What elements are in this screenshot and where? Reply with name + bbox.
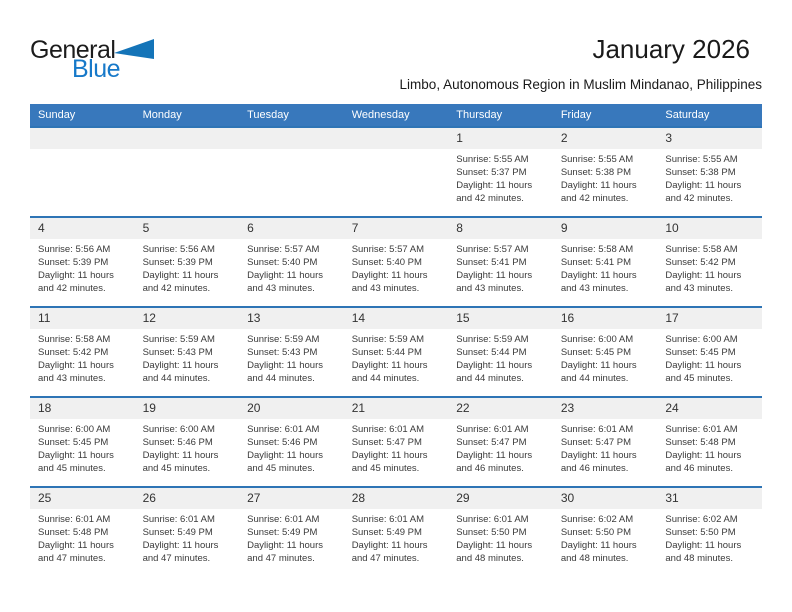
day-detail-line: Sunrise: 6:02 AM bbox=[665, 514, 738, 525]
day-details bbox=[30, 419, 135, 475]
day-details bbox=[657, 509, 762, 565]
day-cell-29 bbox=[448, 487, 553, 576]
day-details bbox=[30, 509, 135, 565]
day-detail-line: and 46 minutes. bbox=[456, 463, 524, 474]
day-detail-line: Daylight: 11 hours bbox=[665, 360, 742, 371]
day-number: 9 bbox=[553, 218, 658, 239]
day-details bbox=[30, 329, 135, 385]
page-subtitle: Limbo, Autonomous Region in Muslim Mindanao, Philippines bbox=[399, 77, 762, 92]
day-detail-line: Sunrise: 6:01 AM bbox=[351, 514, 425, 525]
empty-day-cell bbox=[135, 127, 240, 217]
day-detail-line: and 43 minutes. bbox=[560, 283, 629, 294]
day-detail-line: Sunset: 5:49 PM bbox=[351, 527, 422, 538]
day-number: 17 bbox=[657, 308, 762, 329]
weekday-header-wednesday: Wednesday bbox=[344, 104, 449, 127]
day-detail-line: Sunrise: 5:58 AM bbox=[560, 244, 634, 255]
day-detail-line: Daylight: 11 hours bbox=[351, 540, 428, 551]
day-number: 29 bbox=[448, 488, 553, 509]
day-detail-line: Sunset: 5:46 PM bbox=[142, 437, 213, 448]
day-detail-line: Daylight: 11 hours bbox=[38, 540, 114, 551]
day-detail-line: Daylight: 11 hours bbox=[665, 270, 742, 281]
day-detail-line: and 43 minutes. bbox=[665, 283, 733, 294]
day-cell-16 bbox=[553, 307, 658, 397]
day-detail-line: Daylight: 11 hours bbox=[560, 180, 637, 191]
day-details bbox=[344, 239, 449, 295]
logo-text-general: General bbox=[30, 36, 116, 64]
day-detail-line: and 45 minutes. bbox=[247, 463, 315, 474]
day-details bbox=[448, 149, 553, 205]
day-detail-line: and 43 minutes. bbox=[247, 283, 315, 294]
day-detail-line: and 44 minutes. bbox=[351, 373, 420, 384]
day-cell-22 bbox=[448, 397, 553, 487]
day-detail-line: Sunrise: 5:57 AM bbox=[247, 244, 320, 255]
day-detail-line: Sunrise: 5:57 AM bbox=[351, 244, 425, 255]
day-detail-line: and 47 minutes. bbox=[351, 553, 420, 564]
day-cell-11 bbox=[30, 307, 135, 397]
day-detail-line: and 42 minutes. bbox=[38, 283, 106, 294]
day-details bbox=[344, 509, 449, 565]
day-details bbox=[657, 329, 762, 385]
day-detail-line: Sunset: 5:40 PM bbox=[247, 257, 318, 268]
day-detail-line: and 48 minutes. bbox=[665, 553, 733, 564]
day-detail-line: and 42 minutes. bbox=[142, 283, 211, 294]
day-detail-line: Sunset: 5:48 PM bbox=[38, 527, 109, 538]
day-cell-25 bbox=[30, 487, 135, 576]
day-detail-line: and 47 minutes. bbox=[247, 553, 315, 564]
calendar-table bbox=[30, 104, 762, 576]
day-number: 7 bbox=[344, 218, 449, 239]
day-detail-line: Sunrise: 5:58 AM bbox=[38, 334, 111, 345]
day-detail-line: Sunrise: 5:59 AM bbox=[247, 334, 320, 345]
day-number: 1 bbox=[448, 128, 553, 149]
day-number bbox=[344, 128, 449, 149]
day-details bbox=[239, 419, 344, 475]
day-cell-21 bbox=[344, 397, 449, 487]
day-cell-8 bbox=[448, 217, 553, 307]
day-detail-line: Daylight: 11 hours bbox=[247, 270, 323, 281]
day-detail-line: Sunset: 5:44 PM bbox=[456, 347, 527, 358]
day-number: 22 bbox=[448, 398, 553, 419]
day-cell-3 bbox=[657, 127, 762, 217]
day-detail-line: Daylight: 11 hours bbox=[456, 270, 533, 281]
day-detail-line: Sunrise: 6:00 AM bbox=[560, 334, 634, 345]
day-detail-line: and 45 minutes. bbox=[351, 463, 420, 474]
day-number: 5 bbox=[135, 218, 240, 239]
day-detail-line: Sunrise: 6:01 AM bbox=[351, 424, 425, 435]
day-detail-line: Sunrise: 5:56 AM bbox=[142, 244, 215, 255]
day-details bbox=[553, 419, 658, 475]
weekday-header-monday: Monday bbox=[135, 104, 240, 127]
day-detail-line: Sunrise: 5:55 AM bbox=[456, 154, 529, 165]
day-detail-line: Daylight: 11 hours bbox=[560, 270, 637, 281]
day-number: 31 bbox=[657, 488, 762, 509]
day-detail-line: and 46 minutes. bbox=[665, 463, 733, 474]
day-detail-line: Daylight: 11 hours bbox=[38, 270, 114, 281]
day-detail-line: and 44 minutes. bbox=[456, 373, 524, 384]
day-number: 3 bbox=[657, 128, 762, 149]
day-detail-line: Sunset: 5:50 PM bbox=[665, 527, 736, 538]
day-cell-18 bbox=[30, 397, 135, 487]
week-row bbox=[30, 487, 762, 576]
day-detail-line: Sunset: 5:49 PM bbox=[247, 527, 318, 538]
day-detail-line: Sunrise: 5:58 AM bbox=[665, 244, 738, 255]
day-details bbox=[448, 419, 553, 475]
day-cell-15 bbox=[448, 307, 553, 397]
day-cell-30 bbox=[553, 487, 658, 576]
day-details bbox=[239, 509, 344, 565]
day-number: 30 bbox=[553, 488, 658, 509]
day-detail-line: Sunset: 5:46 PM bbox=[247, 437, 318, 448]
weekday-header-thursday: Thursday bbox=[448, 104, 553, 127]
empty-day-cell bbox=[344, 127, 449, 217]
weekday-header-friday: Friday bbox=[553, 104, 658, 127]
day-detail-line: Sunset: 5:38 PM bbox=[560, 167, 632, 178]
day-details bbox=[30, 239, 135, 295]
day-number: 13 bbox=[239, 308, 344, 329]
day-cell-23 bbox=[553, 397, 658, 487]
day-number: 6 bbox=[239, 218, 344, 239]
day-details bbox=[135, 239, 240, 295]
day-details bbox=[553, 329, 658, 385]
day-cell-5 bbox=[135, 217, 240, 307]
day-details bbox=[553, 149, 658, 205]
day-detail-line: Sunrise: 6:01 AM bbox=[247, 514, 320, 525]
day-number: 28 bbox=[344, 488, 449, 509]
day-details bbox=[657, 239, 762, 295]
day-number: 12 bbox=[135, 308, 240, 329]
day-cell-24 bbox=[657, 397, 762, 487]
day-detail-line: Sunset: 5:43 PM bbox=[247, 347, 318, 358]
day-number: 27 bbox=[239, 488, 344, 509]
day-number: 4 bbox=[30, 218, 135, 239]
day-number bbox=[135, 128, 240, 149]
weekday-header-tuesday: Tuesday bbox=[239, 104, 344, 127]
day-number: 2 bbox=[553, 128, 658, 149]
day-number: 19 bbox=[135, 398, 240, 419]
day-detail-line: and 45 minutes. bbox=[665, 373, 733, 384]
day-detail-line: Daylight: 11 hours bbox=[665, 450, 742, 461]
day-detail-line: Sunrise: 6:01 AM bbox=[142, 514, 215, 525]
week-row bbox=[30, 127, 762, 217]
day-detail-line: and 42 minutes. bbox=[665, 193, 733, 204]
day-detail-line: Daylight: 11 hours bbox=[142, 540, 219, 551]
day-number: 20 bbox=[239, 398, 344, 419]
day-detail-line: and 42 minutes. bbox=[560, 193, 629, 204]
day-detail-line: Daylight: 11 hours bbox=[142, 360, 219, 371]
day-number: 24 bbox=[657, 398, 762, 419]
day-detail-line: and 45 minutes. bbox=[142, 463, 211, 474]
day-details bbox=[553, 239, 658, 295]
day-detail-line: Daylight: 11 hours bbox=[38, 360, 114, 371]
day-cell-12 bbox=[135, 307, 240, 397]
day-cell-17 bbox=[657, 307, 762, 397]
day-cell-7 bbox=[344, 217, 449, 307]
day-detail-line: Sunset: 5:47 PM bbox=[560, 437, 632, 448]
day-detail-line: Sunset: 5:44 PM bbox=[351, 347, 422, 358]
empty-day-cell bbox=[30, 127, 135, 217]
day-details bbox=[135, 329, 240, 385]
day-cell-14 bbox=[344, 307, 449, 397]
day-cell-2 bbox=[553, 127, 658, 217]
day-number: 25 bbox=[30, 488, 135, 509]
calendar-head bbox=[30, 104, 762, 127]
page-title: January 2026 bbox=[592, 34, 750, 64]
day-detail-line: and 45 minutes. bbox=[38, 463, 106, 474]
day-detail-line: Sunset: 5:50 PM bbox=[456, 527, 527, 538]
day-detail-line: Daylight: 11 hours bbox=[560, 360, 637, 371]
day-cell-4 bbox=[30, 217, 135, 307]
day-details bbox=[657, 149, 762, 205]
day-detail-line: Sunset: 5:45 PM bbox=[665, 347, 736, 358]
day-details bbox=[553, 509, 658, 565]
day-cell-19 bbox=[135, 397, 240, 487]
day-detail-line: and 43 minutes. bbox=[38, 373, 106, 384]
day-number: 11 bbox=[30, 308, 135, 329]
week-row bbox=[30, 217, 762, 307]
day-detail-line: Sunrise: 5:57 AM bbox=[456, 244, 529, 255]
day-detail-line: Sunset: 5:47 PM bbox=[351, 437, 422, 448]
day-detail-line: Sunrise: 6:01 AM bbox=[247, 424, 320, 435]
day-details bbox=[344, 419, 449, 475]
day-detail-line: Sunset: 5:48 PM bbox=[665, 437, 736, 448]
day-details bbox=[448, 509, 553, 565]
day-detail-line: Sunrise: 6:02 AM bbox=[560, 514, 634, 525]
day-detail-line: Daylight: 11 hours bbox=[351, 270, 428, 281]
day-detail-line: Sunrise: 6:01 AM bbox=[456, 424, 529, 435]
day-detail-line: Sunset: 5:42 PM bbox=[38, 347, 109, 358]
day-cell-1 bbox=[448, 127, 553, 217]
general-blue-logo bbox=[30, 36, 154, 84]
day-number bbox=[239, 128, 344, 149]
day-detail-line: and 47 minutes. bbox=[38, 553, 106, 564]
day-detail-line: Daylight: 11 hours bbox=[456, 540, 533, 551]
day-number: 16 bbox=[553, 308, 658, 329]
day-detail-line: Sunset: 5:47 PM bbox=[456, 437, 527, 448]
weekday-header-row bbox=[30, 104, 762, 127]
weekday-header-sunday: Sunday bbox=[30, 104, 135, 127]
day-detail-line: and 44 minutes. bbox=[142, 373, 211, 384]
day-detail-line: Sunset: 5:42 PM bbox=[665, 257, 736, 268]
day-detail-line: Sunrise: 5:59 AM bbox=[351, 334, 425, 345]
day-detail-line: Daylight: 11 hours bbox=[247, 540, 323, 551]
day-cell-31 bbox=[657, 487, 762, 576]
day-detail-line: Sunrise: 6:00 AM bbox=[665, 334, 738, 345]
empty-day-cell bbox=[239, 127, 344, 217]
day-detail-line: Daylight: 11 hours bbox=[560, 450, 637, 461]
day-detail-line: Sunrise: 6:01 AM bbox=[560, 424, 634, 435]
day-details bbox=[239, 329, 344, 385]
day-detail-line: Daylight: 11 hours bbox=[456, 180, 533, 191]
day-detail-line: and 47 minutes. bbox=[142, 553, 211, 564]
day-details bbox=[135, 419, 240, 475]
day-detail-line: Sunset: 5:45 PM bbox=[38, 437, 109, 448]
day-cell-27 bbox=[239, 487, 344, 576]
day-number: 14 bbox=[344, 308, 449, 329]
day-detail-line: Sunrise: 5:55 AM bbox=[665, 154, 738, 165]
weekday-header-saturday: Saturday bbox=[657, 104, 762, 127]
day-detail-line: Sunset: 5:40 PM bbox=[351, 257, 422, 268]
day-detail-line: and 46 minutes. bbox=[560, 463, 629, 474]
day-detail-line: Sunrise: 6:01 AM bbox=[665, 424, 738, 435]
day-number bbox=[30, 128, 135, 149]
day-number: 15 bbox=[448, 308, 553, 329]
day-detail-line: Sunrise: 6:01 AM bbox=[456, 514, 529, 525]
day-detail-line: Sunset: 5:41 PM bbox=[456, 257, 527, 268]
day-number: 21 bbox=[344, 398, 449, 419]
day-detail-line: Daylight: 11 hours bbox=[351, 450, 428, 461]
day-detail-line: Daylight: 11 hours bbox=[665, 180, 742, 191]
day-detail-line: Sunrise: 6:00 AM bbox=[142, 424, 215, 435]
logo-text-blue: Blue bbox=[72, 55, 121, 83]
day-cell-20 bbox=[239, 397, 344, 487]
day-detail-line: Daylight: 11 hours bbox=[247, 360, 323, 371]
day-detail-line: Sunrise: 5:55 AM bbox=[560, 154, 634, 165]
day-detail-line: and 42 minutes. bbox=[456, 193, 524, 204]
day-detail-line: and 44 minutes. bbox=[560, 373, 629, 384]
day-detail-line: Daylight: 11 hours bbox=[560, 540, 637, 551]
day-detail-line: Daylight: 11 hours bbox=[351, 360, 428, 371]
day-number: 23 bbox=[553, 398, 658, 419]
day-detail-line: and 48 minutes. bbox=[560, 553, 629, 564]
day-cell-9 bbox=[553, 217, 658, 307]
day-number: 10 bbox=[657, 218, 762, 239]
day-detail-line: Daylight: 11 hours bbox=[456, 360, 533, 371]
day-detail-line: Daylight: 11 hours bbox=[247, 450, 323, 461]
day-number: 8 bbox=[448, 218, 553, 239]
day-detail-line: Daylight: 11 hours bbox=[142, 270, 219, 281]
day-detail-line: Sunrise: 6:00 AM bbox=[38, 424, 111, 435]
day-detail-line: Sunset: 5:39 PM bbox=[142, 257, 213, 268]
day-number: 18 bbox=[30, 398, 135, 419]
day-number: 26 bbox=[135, 488, 240, 509]
day-detail-line: Sunset: 5:45 PM bbox=[560, 347, 632, 358]
day-details bbox=[135, 509, 240, 565]
day-detail-line: Sunrise: 5:59 AM bbox=[456, 334, 529, 345]
day-detail-line: Sunrise: 5:56 AM bbox=[38, 244, 111, 255]
day-detail-line: and 43 minutes. bbox=[456, 283, 524, 294]
calendar-body bbox=[30, 127, 762, 576]
day-detail-line: Sunset: 5:43 PM bbox=[142, 347, 213, 358]
day-details bbox=[239, 239, 344, 295]
day-detail-line: Daylight: 11 hours bbox=[38, 450, 114, 461]
day-detail-line: Daylight: 11 hours bbox=[665, 540, 742, 551]
day-detail-line: Sunset: 5:38 PM bbox=[665, 167, 736, 178]
day-details bbox=[448, 239, 553, 295]
day-detail-line: Daylight: 11 hours bbox=[142, 450, 219, 461]
day-detail-line: and 48 minutes. bbox=[456, 553, 524, 564]
day-detail-line: and 43 minutes. bbox=[351, 283, 420, 294]
day-cell-13 bbox=[239, 307, 344, 397]
day-detail-line: Sunrise: 6:01 AM bbox=[38, 514, 111, 525]
day-cell-6 bbox=[239, 217, 344, 307]
day-details bbox=[657, 419, 762, 475]
logo-triangle-icon bbox=[114, 39, 154, 60]
week-row bbox=[30, 397, 762, 487]
day-detail-line: Daylight: 11 hours bbox=[456, 450, 533, 461]
day-cell-28 bbox=[344, 487, 449, 576]
day-details bbox=[448, 329, 553, 385]
day-detail-line: Sunrise: 5:59 AM bbox=[142, 334, 215, 345]
day-detail-line: Sunset: 5:41 PM bbox=[560, 257, 632, 268]
day-details bbox=[344, 329, 449, 385]
week-row bbox=[30, 307, 762, 397]
day-cell-26 bbox=[135, 487, 240, 576]
day-detail-line: Sunset: 5:49 PM bbox=[142, 527, 213, 538]
day-detail-line: Sunset: 5:39 PM bbox=[38, 257, 109, 268]
day-cell-10 bbox=[657, 217, 762, 307]
day-detail-line: Sunset: 5:37 PM bbox=[456, 167, 527, 178]
day-detail-line: Sunset: 5:50 PM bbox=[560, 527, 632, 538]
day-detail-line: and 44 minutes. bbox=[247, 373, 315, 384]
